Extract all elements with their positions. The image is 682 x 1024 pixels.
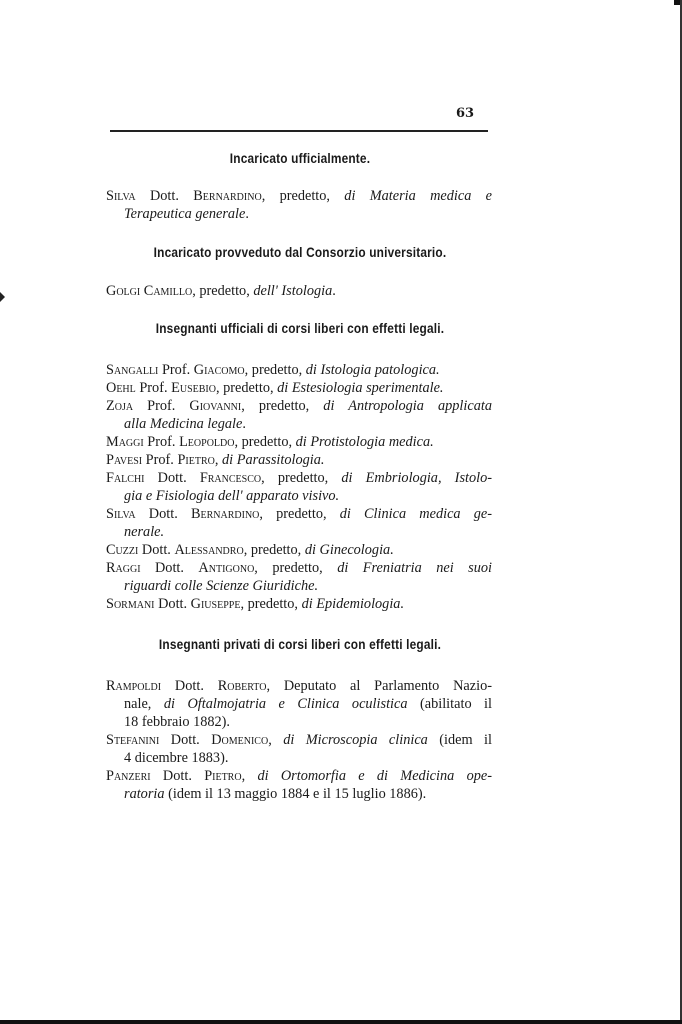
person-name: Francesco [199,470,262,486]
person-name: Golgi Camillo [106,283,193,299]
text: 18 febbraio 1882). [124,714,231,730]
entry-line [106,282,492,300]
person-name: Panzeri [106,768,151,784]
entry-line [106,451,492,469]
subject-text: di Ginecologia. [304,542,394,558]
entry-line [106,523,492,541]
text: Prof. [133,398,190,414]
section-heading: Incaricato ufficialmente. [229,151,371,166]
text: Dott. [159,732,212,748]
person-name: Raggi [106,560,141,576]
text: . [332,283,336,299]
text: Dott. [135,506,191,522]
person-name: Silva [106,506,136,522]
subject-text: di Estesiologia sperimentale. [277,380,444,396]
entry [106,767,492,803]
text: Prof. [142,452,178,468]
subject-text: di Parassitologia. [222,452,325,468]
person-name: Bernardino [193,188,262,204]
scan-edge-left-mark [0,292,5,302]
text: , predetto, [261,470,342,486]
subject-text: nerale. [124,524,165,540]
text: Prof. [135,380,172,396]
subject-text: dell' Istologia [253,283,333,299]
text: Dott. [154,596,191,612]
entry-line [106,187,492,205]
person-name: Pietro [204,768,242,784]
subject-text: riguardi colle Scienze Giuridiche. [124,578,319,594]
text: , predetto, [259,506,340,522]
scan-edge-bottom [0,1020,682,1024]
entry-line [106,785,492,803]
subject-text: di Ortomorfia e di Medicina ope- [257,768,492,784]
person-name: Bernardino [190,506,260,522]
text: nale, [124,696,164,712]
entry-line [106,433,492,451]
person-name: Giacomo [193,362,245,378]
person-name: Cuzzi [106,542,139,558]
entry [106,469,492,505]
text: Dott. [144,470,200,486]
person-name: Eusebio [171,380,216,396]
text: , predetto, [244,362,306,378]
text: , [268,732,284,748]
person-name: Sangalli [106,362,159,378]
text: , predetto, [192,283,254,299]
text: Prof. [158,362,194,378]
person-name: Leopoldo [179,434,235,450]
subject-text: di Oftalmojatria e Clinica oculistica [163,696,408,712]
person-name: Oehl [106,380,136,396]
entry-line [106,767,492,785]
header-rule [110,130,488,132]
entry-line [106,487,492,505]
person-name: Alessandro [174,542,244,558]
entry-line [106,595,492,613]
entry [106,397,492,433]
text: Dott. [140,560,199,576]
text: , predetto, [243,542,305,558]
subject-text: di Antropologia applicata [323,398,492,414]
person-name: Silva [106,188,136,204]
text: Dott. [161,678,218,694]
entry-line [106,731,492,749]
entry [106,677,492,731]
entry [106,187,492,223]
text: Dott. [135,188,194,204]
text: Dott. [138,542,175,558]
person-name: Roberto [217,678,267,694]
subject-text: di Microscopia clinica [283,732,428,748]
text: , predetto, [254,560,338,576]
text: , predetto, [215,380,278,396]
text: (idem il 13 maggio 1884 e il 15 luglio 1886). [164,786,427,802]
entry [106,361,492,379]
section-heading: Incaricato provveduto dal Consorzio universitario. [153,245,447,260]
person-name: Maggi [106,434,144,450]
entry-line [106,749,492,767]
subject-text: alla Medicina legale [124,416,243,432]
subject-text: di Clinica medica ge- [339,506,492,522]
section-heading: Insegnanti privati di corsi liberi con effetti legali. [158,637,442,652]
text: Dott. [150,768,205,784]
person-name: Pavesi [106,452,143,468]
entry-line [106,469,492,487]
person-name: Sormani [106,596,155,612]
subject-text: di Istologia patologica. [305,362,440,378]
page-number: 63 [456,106,475,121]
text: , predetto, [240,596,302,612]
subject-text: di Materia medica e [344,188,493,204]
person-name: Pietro [177,452,215,468]
person-name: Stefanini [106,732,160,748]
entry-line [106,677,492,695]
subject-text: di Embriologia, Istolo- [341,470,493,486]
person-name: Giuseppe [190,596,241,612]
text: , predetto, [241,398,324,414]
entry-line [106,695,492,713]
entry [106,451,492,469]
text: (idem il [427,732,492,748]
entry-line [106,205,492,223]
subject-text: di Protistologia medica. [295,434,434,450]
text: , Deputato al Parlamento Nazio- [266,678,492,694]
subject-text: di Epidemiologia. [301,596,405,612]
entry-line [106,415,492,433]
subject-text: gia e Fisiologia dell' apparato visivo. [124,488,340,504]
text: Prof. [143,434,180,450]
entry [106,505,492,541]
entry-line [106,361,492,379]
entry [106,379,492,397]
entry-line [106,559,492,577]
entry-line [106,397,492,415]
text: , predetto, [261,188,345,204]
entry [106,595,492,613]
entry-line [106,713,492,731]
person-name: Antigono [198,560,255,576]
subject-text: di Freniatria nei suoi [337,560,492,576]
text: , [241,768,258,784]
person-name: Falchi [106,470,145,486]
entry-line [106,505,492,523]
entry [106,731,492,767]
entry [106,559,492,595]
entry-line [106,541,492,559]
text: , predetto, [234,434,296,450]
text: (abilitato il [407,696,492,712]
entry-line [106,577,492,595]
text: , [214,452,223,468]
text: 4 dicembre 1883). [124,750,229,766]
entry [106,541,492,559]
section-heading: Insegnanti ufficiali di corsi liberi con effetti legali. [155,321,445,336]
text: . [242,416,246,432]
person-name: Rampoldi [106,678,162,694]
entry [106,282,492,300]
subject-text: Terapeutica generale [124,206,246,222]
person-name: Giovanni [189,398,242,414]
text: . [245,206,249,222]
person-name: Domenico [211,732,269,748]
entry [106,433,492,451]
person-name: Zoja [106,398,134,414]
entry-line [106,379,492,397]
subject-text: ratoria [124,786,165,802]
